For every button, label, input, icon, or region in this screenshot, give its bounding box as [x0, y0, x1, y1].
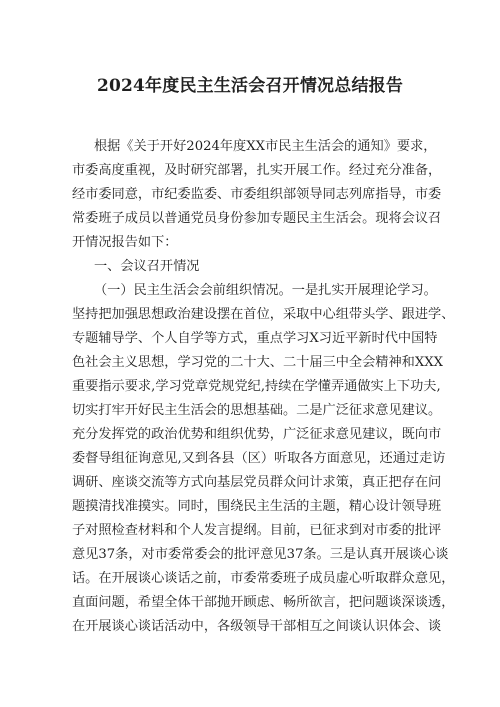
body-line: 重要指示要求,学习党章党规党纪,持续在学懂弄通做实上下功夫,	[72, 379, 441, 394]
subsection-heading: （一）民主生活会会前组织情况。一是扎实开展理论学习。	[94, 283, 437, 298]
section-heading: 一、会议召开情况	[94, 259, 200, 274]
body-line: 经市委同意，市纪委监委、市委组织部领导同志列席指导，市委	[72, 187, 442, 202]
body-line: 话。在开展谈心谈话之前，市委常委班子成员虚心听取群众意见，	[72, 571, 455, 586]
body-line: 直面问题，希望全体干部抛开顾虑、畅所欲言，把问题谈深谈透，	[72, 595, 455, 610]
body-line: 开情况报告如下：	[72, 235, 178, 250]
body-line: 在开展谈心谈话活动中，各级领导干部相互之间谈认识体会、谈	[72, 619, 442, 634]
body-line: 委督导组征询意见,又到各县（区）听取各方面意见，还通过走访	[72, 451, 446, 466]
document-title: 2024年度民主生活会召开情况总结报告	[96, 76, 404, 96]
body-line: 调研、座谈交流等方式向基层党员群众问计求策，真正把存在问	[72, 475, 442, 490]
body-line: 充分发挥党的政治优势和组织优势，广泛征求意见建议，既向市	[72, 427, 442, 442]
body-line: 切实打牢开好民主生活会的思想基础。二是广泛征求意见建议。	[72, 403, 442, 418]
body-line: 题摸清找准摸实。同时，围绕民主生活的主题，精心设计领导班	[72, 499, 442, 514]
body-line: 市委高度重视，及时研究部署，扎实开展工作。经过充分准备，	[72, 163, 442, 178]
body-line: 子对照检查材料和个人发言提纲。目前，已征求到对市委的批评	[72, 523, 442, 538]
body-line: 坚持把加强思想政治建设摆在首位，采取中心组带头学、跟进学、	[72, 307, 455, 322]
body-line: 根据《关于开好2024年度XX市民主生活会的通知》要求，	[94, 139, 437, 154]
body-line: 色社会主义思想，学习党的二十大、二十届三中全会精神和XXX	[72, 355, 444, 370]
body-line: 常委班子成员以普通党员身份参加专题民主生活会。现将会议召	[72, 211, 442, 226]
body-line: 意见37条，对市委常委会的批评意见37条。三是认真开展谈心谈	[72, 547, 449, 562]
body-line: 专题辅导学、个人自学等方式，重点学习X习近平新时代中国特	[72, 331, 438, 346]
